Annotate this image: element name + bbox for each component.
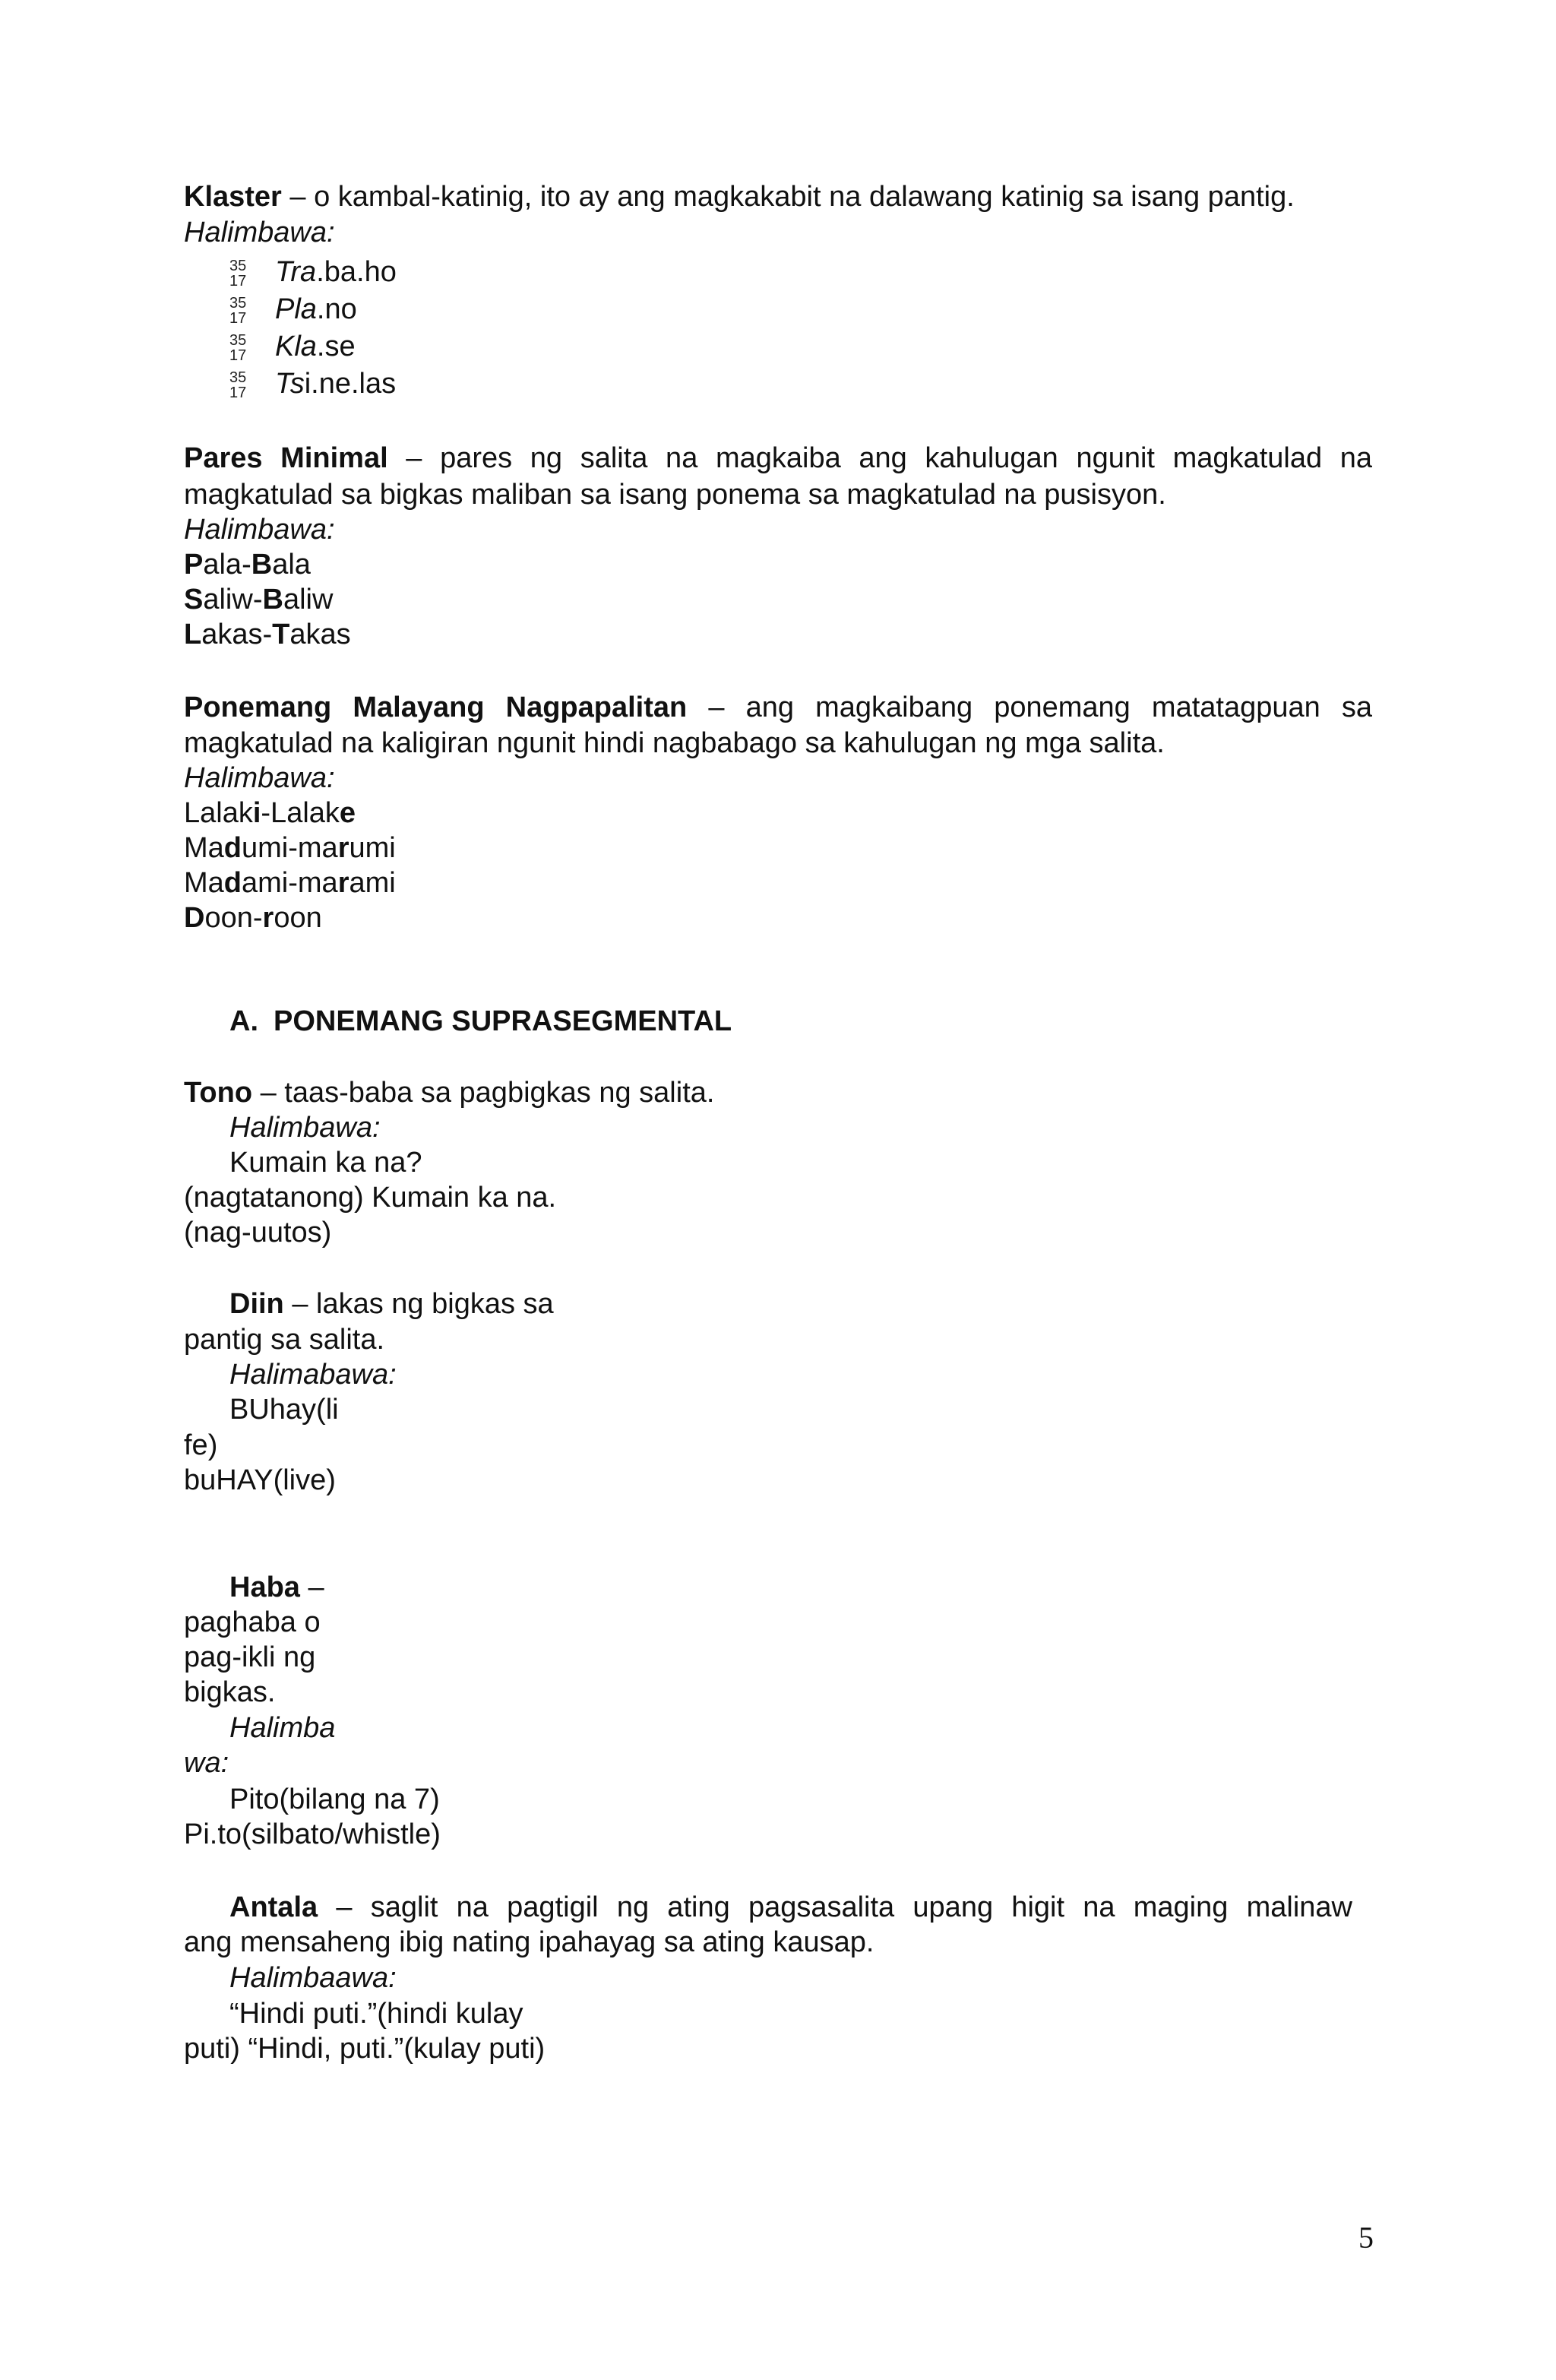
section-heading bbox=[229, 1004, 732, 1039]
malayang-term: Ponemang Malayang Nagpapalitan bbox=[184, 692, 688, 723]
bullet-icon: 35 17 bbox=[229, 294, 247, 327]
diin-example-label: Halimabawa: bbox=[229, 1359, 397, 1391]
diin-term: Diin bbox=[229, 1288, 284, 1320]
bullet-icon: 35 17 bbox=[229, 257, 247, 290]
pares-minimal-term: Pares Minimal bbox=[184, 442, 388, 474]
tono-example-line: Kumain ka na? bbox=[229, 1147, 422, 1179]
antala-definition-line2: ang mensaheng ibig nating ipahayag sa ating kausap. bbox=[184, 1926, 874, 1958]
diin-example-line: fe) bbox=[184, 1429, 218, 1461]
list-item: 35 17 Tsi.ne.las bbox=[229, 368, 397, 401]
haba-definition: Haba – bbox=[229, 1571, 324, 1603]
haba-definition-line: bigkas. bbox=[184, 1676, 276, 1708]
tono-term: Tono bbox=[184, 1077, 253, 1109]
list-item: Saliw-Baliw bbox=[184, 584, 334, 616]
haba-example-label-cont: wa: bbox=[184, 1747, 229, 1779]
diin-definition-line2: pantig sa salita. bbox=[184, 1324, 385, 1356]
haba-definition-line: pag-ikli ng bbox=[184, 1641, 316, 1673]
list-item: 35 17 Pla.no bbox=[229, 293, 357, 327]
antala-definition: Antala – saglit na pagtigil ng ating pagsasalita upang higit na maging malinaw bbox=[229, 1891, 1352, 1923]
klaster-example-label: Halimbawa: bbox=[184, 217, 335, 248]
pares-minimal-example-label: Halimbawa: bbox=[184, 514, 335, 546]
tono-definition: Tono – taas-baba sa pagbigkas ng salita. bbox=[184, 1077, 715, 1109]
antala-example-label: Halimbaawa: bbox=[229, 1962, 397, 1994]
diin-example-line: buHAY(live) bbox=[184, 1464, 336, 1496]
list-item: Doon-roon bbox=[184, 902, 322, 934]
haba-example-label: Halimba bbox=[229, 1712, 336, 1744]
haba-term: Haba bbox=[229, 1571, 300, 1603]
haba-example-line: Pito(bilang na 7) bbox=[229, 1783, 440, 1815]
diin-example-line: BUhay(li bbox=[229, 1394, 339, 1426]
antala-example-line: puti) “Hindi, puti.”(kulay puti) bbox=[184, 2033, 546, 2065]
bullet-icon: 35 17 bbox=[229, 369, 247, 401]
section-title: PONEMANG SUPRASEGMENTAL bbox=[274, 1005, 732, 1037]
malayang-example-label: Halimbawa: bbox=[184, 762, 335, 794]
list-item: 35 17 Tra.ba.ho bbox=[229, 256, 397, 290]
pares-minimal-definition: Pares Minimal – pares ng salita na magkaiba ang kahulugan ngunit magkatulad na bbox=[184, 442, 1373, 474]
klaster-term: Klaster bbox=[184, 181, 282, 213]
list-item: Lakas-Takas bbox=[184, 619, 351, 650]
list-item: 35 17 Kla.se bbox=[229, 331, 356, 364]
malayang-definition: Ponemang Malayang Nagpapalitan – ang magkaibang ponemang matatagpuan sa bbox=[184, 692, 1372, 723]
list-item: Madami-marami bbox=[184, 867, 396, 899]
antala-term: Antala bbox=[229, 1891, 318, 1923]
bullet-icon: 35 17 bbox=[229, 331, 247, 364]
malayang-definition-line2: magkatulad na kaligiran ngunit hindi nagbabago sa kahulugan ng mga salita. bbox=[184, 727, 1165, 759]
list-item: Madumi-marumi bbox=[184, 832, 396, 864]
klaster-definition-text: – o kambal-katinig, ito ay ang magkakabit na dalawang katinig sa isang pantig. bbox=[281, 181, 1295, 213]
diin-definition: Diin – lakas ng bigkas sa bbox=[229, 1288, 554, 1320]
tono-example-line: (nagtatanong) Kumain ka na. bbox=[184, 1182, 557, 1214]
haba-example-line: Pi.to(silbato/whistle) bbox=[184, 1818, 441, 1850]
list-item: Lalaki-Lalake bbox=[184, 797, 356, 829]
page-number: 5 bbox=[1358, 2220, 1374, 2255]
list-item: Pala-Bala bbox=[184, 549, 311, 581]
klaster-definition bbox=[184, 179, 1295, 214]
antala-example-line: “Hindi puti.”(hindi kulay bbox=[229, 1998, 523, 2030]
section-marker: A. bbox=[229, 1005, 258, 1037]
tono-example-line: (nag-uutos) bbox=[184, 1217, 332, 1249]
haba-definition-line: paghaba o bbox=[184, 1606, 321, 1638]
pares-minimal-definition-line2: magkatulad sa bigkas maliban sa isang ponema sa magkatulad na pusisyon. bbox=[184, 479, 1166, 511]
tono-example-label: Halimbawa: bbox=[229, 1112, 381, 1144]
